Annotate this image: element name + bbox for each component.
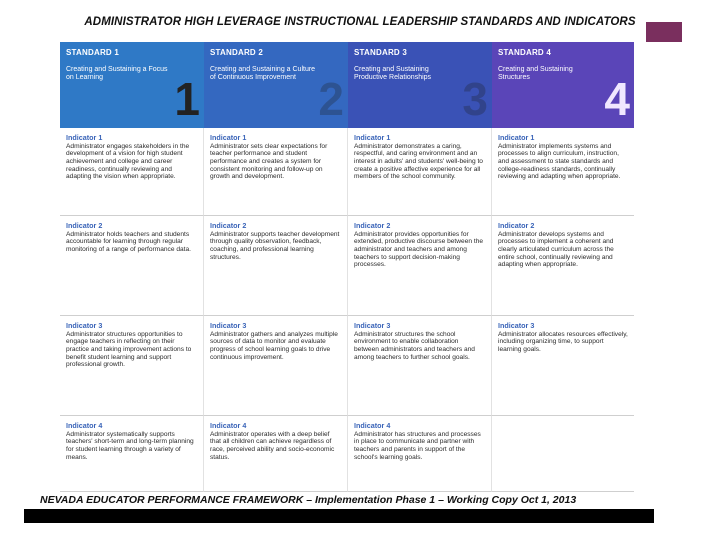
standard-3-header	[348, 42, 492, 128]
indicator-text: Administrator engages stakeholders in the development of a vision for high student achievement and college and career readiness, continually reviewing and adapting the vision when appropriate.	[66, 142, 190, 181]
indicator-text: Administrator sets clear expectations for teacher performance and student performance and creates a system for consistent monitoring and follow-up on growth and development.	[210, 142, 328, 181]
indicator-cell	[204, 316, 348, 416]
indicator-label: Indicator 2	[66, 221, 103, 230]
indicator-label: Indicator 2	[498, 221, 535, 230]
indicator-cell	[492, 316, 634, 416]
indicator-label: Indicator 3	[66, 321, 103, 330]
indicator-label: Indicator 1	[354, 133, 391, 142]
footer-bar	[24, 509, 654, 523]
indicator-text: Administrator systematically supports teachers' short-term and long-term planning for student learning through a variety of means.	[66, 430, 194, 461]
footer-caption: NEVADA EDUCATOR PERFORMANCE FRAMEWORK – Implementation Phase 1 – Working Copy Oct 1, 2013	[40, 494, 577, 506]
indicator-cell	[60, 216, 204, 316]
indicator-text: Administrator holds teachers and students accountable for learning through regular monitoring of a range of performance data.	[66, 230, 191, 253]
indicator-cell	[60, 316, 204, 416]
indicator-text: Administrator structures the school environment to enable collaboration between administrators and teachers and among teachers to further school goals.	[354, 330, 475, 361]
standard-label: STANDARD 3	[354, 48, 407, 57]
standard-number: 1	[174, 73, 200, 125]
indicator-label: Indicator 4	[354, 421, 391, 430]
indicator-cell	[60, 128, 204, 216]
indicator-label: Indicator 3	[498, 321, 535, 330]
indicator-label: Indicator 1	[210, 133, 247, 142]
standard-number: 3	[462, 73, 488, 125]
indicator-cell-empty	[492, 416, 634, 492]
indicator-text: Administrator operates with a deep belief that all children can achieve regardless of race, perceived ability and socio-economic status.	[210, 430, 335, 461]
indicator-text: Administrator has structures and processes in place to communicate and partner with teachers and parents in support of the school's learning goals.	[354, 430, 481, 461]
indicator-label: Indicator 4	[66, 421, 103, 430]
indicator-cell	[492, 128, 634, 216]
standard-label: STANDARD 4	[498, 48, 551, 57]
standard-number: 4	[604, 73, 630, 125]
indicator-label: Indicator 1	[498, 133, 535, 142]
indicator-text: Administrator gathers and analyzes multiple sources of data to monitor and evaluate progress of school learning goals to drive continuous improvement.	[210, 330, 338, 361]
indicator-label: Indicator 3	[354, 321, 391, 330]
standard-description: Creating and Sustaining Structures	[498, 66, 573, 82]
standard-2-header	[204, 42, 348, 128]
indicator-label: Indicator 2	[354, 221, 391, 230]
indicator-text: Administrator supports teacher development through quality observation, feedback, coaching, and professional learning structures.	[210, 230, 340, 261]
indicator-text: Administrator structures opportunities to engage teachers in reflecting on their practice and taking improvement actions to benefit student learning and support professional growth.	[66, 330, 192, 369]
standard-description: Creating and Sustaining a Focus on Learning	[66, 66, 168, 82]
page-title: ADMINISTRATOR HIGH LEVERAGE INSTRUCTIONAL LEADERSHIP STANDARDS AND INDICATORS	[84, 16, 636, 28]
standards-table	[60, 42, 634, 492]
standard-description: Creating and Sustaining Productive Relationships	[354, 66, 432, 82]
standard-4-header	[492, 42, 634, 128]
standard-description: Creating and Sustaining a Culture of Continuous Improvement	[210, 66, 316, 82]
corner-color-block	[646, 22, 682, 42]
indicator-label: Indicator 3	[210, 321, 247, 330]
indicator-cell	[60, 416, 204, 492]
indicator-text: Administrator implements systems and processes to align curriculum, instruction, and assessment to state standards and college-readiness standards, continually reviewing and adapting when appropriate.	[498, 142, 621, 181]
standard-number: 2	[318, 73, 344, 125]
indicator-label: Indicator 1	[66, 133, 103, 142]
indicator-cell	[204, 216, 348, 316]
indicator-cell	[204, 128, 348, 216]
indicator-cell	[348, 216, 492, 316]
standard-1-header	[60, 42, 204, 128]
indicator-label: Indicator 4	[210, 421, 247, 430]
indicator-cell	[348, 416, 492, 492]
indicator-text: Administrator provides opportunities for extended, productive discourse between the administrator and teachers and among teachers to support decision-making processes.	[354, 230, 484, 269]
indicator-text: Administrator demonstrates a caring, respectful, and caring environment and an interest in adults' and students' well-being to create a positive affective experience for all members of the school community.	[354, 142, 483, 181]
standard-label: STANDARD 2	[210, 48, 263, 57]
indicator-cell	[348, 128, 492, 216]
indicator-cell	[204, 416, 348, 492]
indicator-cell	[348, 316, 492, 416]
indicator-text: Administrator allocates resources effectively, including organizing time, to support learning goals.	[498, 330, 628, 353]
standard-label: STANDARD 1	[66, 48, 119, 57]
indicator-label: Indicator 2	[210, 221, 247, 230]
indicator-cell	[492, 216, 634, 316]
indicator-text: Administrator develops systems and processes to implement a coherent and clearly articulated curriculum across the entire school, continually reviewing and adapting when appropriate.	[498, 230, 614, 269]
